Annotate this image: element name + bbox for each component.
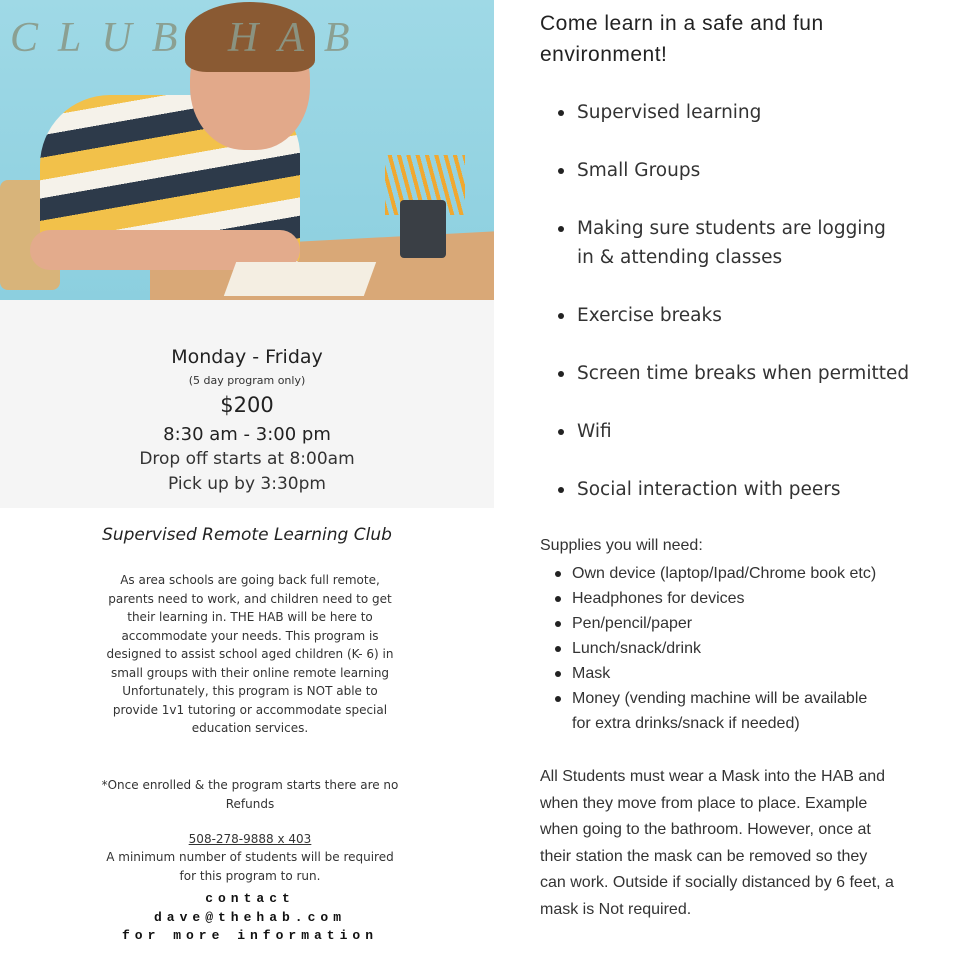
feature-item: Exercise breaks [556,301,916,330]
minimum-note: A minimum number of students will be required for this program to run. [106,850,394,883]
schedule-note: (5 day program only) [188,374,306,387]
supplies-title: Supplies you will need: [540,537,703,554]
contact-block [80,890,420,946]
headline: Come learn in a safe and fun environment! [540,12,824,66]
feature-item: Screen time breaks when permitted [556,359,916,388]
features-list [556,98,916,504]
phone-link[interactable]: 508-278-9888 x 403 [188,832,312,846]
feature-item: Making sure students are logging in & attending classes [556,214,897,272]
feature-item: Small Groups [556,156,916,185]
contact-email[interactable]: dave@thehab.com [153,909,347,925]
mask-policy: All Students must wear a Mask into the HAB and when they move from place to place. Example when going to the bathroom. However, once at their station the mask can be removed so they can work. Outside if socially distanced by 6 feet, a mask is Not required. [540,768,894,918]
schedule-panel [0,300,494,508]
pickup: Pick up by 3:30pm [168,474,326,494]
pencil-cup [400,200,446,258]
feature-item: Social interaction with peers [556,475,916,504]
supply-item: Lunch/snack/drink [540,636,880,661]
price: $200 [220,393,274,417]
logo: CLUB HAB [10,15,370,61]
supplies-list [540,561,880,736]
feature-item: Supervised learning [556,98,916,127]
supply-item: Mask [540,661,880,686]
program-description: As area schools are going back full remote, parents need to work, and children need to get their learning in. THE HAB will be here to accommodate your needs. This program is designed to assist school aged children (K- 6) in small groups with their online remote learning Unfortunately, this program is NOT able to provide 1v1 tutoring or accommodate special education services. [106,573,394,735]
supply-item: Own device (laptop/Ipad/Chrome book etc) [540,561,880,586]
notebook [224,262,376,296]
hero-photo [0,0,494,300]
contact-more-info: for more information [121,928,379,943]
supply-item: Pen/pencil/paper [540,611,880,636]
refund-note: *Once enrolled & the program starts there are no Refunds [101,778,399,811]
supply-item: Money (vending machine will be available for extra drinks/snack if needed) [540,686,880,736]
feature-item: Wifi [556,417,916,446]
hours: 8:30 am - 3:00 pm [163,424,331,445]
supply-item: Headphones for devices [540,586,880,611]
schedule-days: Monday - Friday [171,346,323,368]
dropoff: Drop off starts at 8:00am [139,449,355,469]
program-title: Supervised Remote Learning Club [102,525,392,545]
contact-label: contact [205,891,295,906]
